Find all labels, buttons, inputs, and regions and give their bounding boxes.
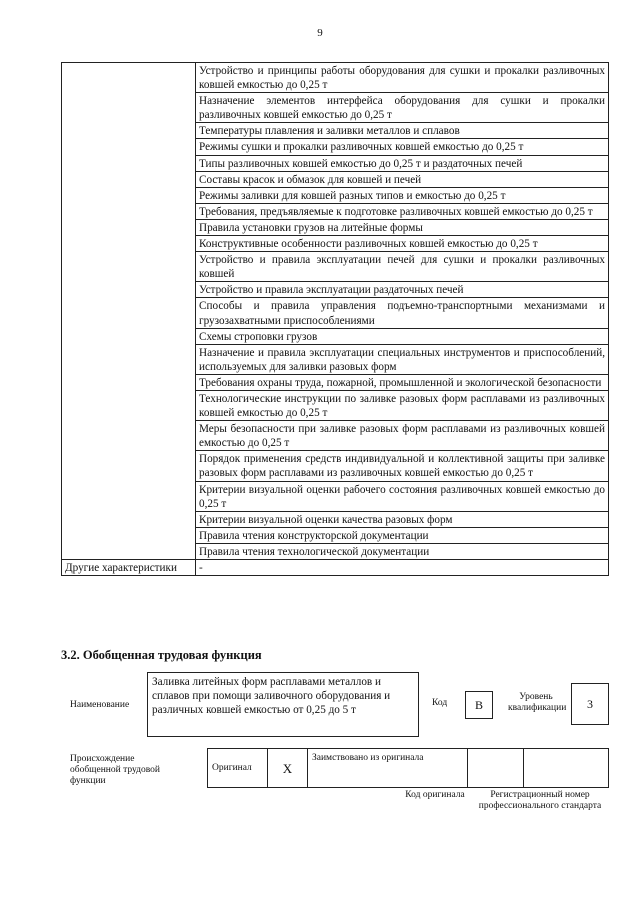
origin-code-caption: Код оригинала — [405, 790, 465, 800]
section-heading: 3.2. Обобщенная трудовая функция — [61, 648, 262, 662]
knowledge-item: Назначение и правила эксплуатации специальных инструментов и приспособлений, используемых для заливки разовых форм — [196, 344, 609, 374]
table-row — [208, 749, 609, 788]
level-label: Уровень квалификации — [508, 692, 567, 713]
knowledge-item: Критерии визуальной оценки качества разовых форм — [196, 511, 609, 527]
code-value: B — [465, 691, 493, 719]
other-characteristics-label: Другие характеристики — [62, 560, 196, 576]
knowledge-item: Правила чтения технологической документации — [196, 543, 609, 559]
knowledge-item: Порядок применения средств индивидуальной и коллективной защиты при заливке разовых форм расплавами из разливочных ковшей емкостью до 0,25 т — [196, 451, 609, 481]
table-row — [62, 63, 609, 93]
knowledge-item: Составы красок и обмазок для ковшей и печей — [196, 171, 609, 187]
knowledge-item: Критерии визуальной оценки рабочего состояния разливочных ковшей емкостью до 0,25 т — [196, 481, 609, 511]
origin-code-cell — [468, 749, 524, 788]
knowledge-item: Устройство и принципы работы оборудования для сушки и прокалки разливочных ковшей емкостью до 0,25 т — [196, 63, 609, 93]
code-label: Код — [432, 698, 448, 708]
function-name-box: Заливка литейных форм расплавами металлов и сплавов при помощи заливочного оборудования и различных ковшей емкостью от 0,25 до 5 т — [147, 672, 419, 737]
knowledge-table — [61, 62, 609, 576]
knowledge-item: Требования охраны труда, пожарной, промышленной и экологической безопасности — [196, 374, 609, 390]
knowledge-item: Типы разливочных ковшей емкостью до 0,25 т и раздаточных печей — [196, 155, 609, 171]
name-label: Наименование — [70, 700, 130, 710]
knowledge-item: Назначение элементов интерфейса оборудования для сушки и прокалки разливочных ковшей емкостью до 0,25 т — [196, 93, 609, 123]
original-label: Оригинал — [208, 749, 268, 788]
knowledge-item: Правила чтения конструкторской документации — [196, 527, 609, 543]
reg-number-cell — [524, 749, 609, 788]
origin-table — [207, 748, 609, 788]
knowledge-item: Устройство и правила эксплуатации печей для сушки и прокалки разливочных ковшей — [196, 252, 609, 282]
knowledge-item: Схемы строповки грузов — [196, 328, 609, 344]
reg-number-caption: Регистрационный номер профессионального стандарта — [478, 790, 602, 811]
knowledge-item: Температуры плавления и заливки металлов и сплавов — [196, 123, 609, 139]
origin-label: Происхождение обобщенной трудовой функции — [70, 754, 160, 786]
other-characteristics-value: - — [196, 560, 609, 576]
knowledge-item: Технологические инструкции по заливке разовых форм расплавами из разливочных ковшей емкостью до 0,25 т — [196, 390, 609, 420]
knowledge-item: Требования, предъявляемые к подготовке разливочных ковшей емкостью до 0,25 т — [196, 203, 609, 219]
borrowed-label: Заимствовано из оригинала — [308, 749, 468, 788]
knowledge-item: Меры безопасности при заливке разовых форм расплавами из разливочных ковшей емкостью до 0,25 т — [196, 421, 609, 451]
knowledge-item: Режимы сушки и прокалки разливочных ковшей емкостью до 0,25 т — [196, 139, 609, 155]
original-mark: X — [268, 749, 308, 788]
category-cell — [62, 63, 196, 560]
page-number: 9 — [317, 27, 323, 39]
knowledge-item: Способы и правила управления подъемно-транспортными механизмами и грузозахватными приспособлениями — [196, 298, 609, 328]
level-value: 3 — [571, 683, 609, 725]
knowledge-item: Устройство и правила эксплуатации раздаточных печей — [196, 282, 609, 298]
knowledge-item: Режимы заливки для ковшей разных типов и емкостью до 0,25 т — [196, 187, 609, 203]
table-row — [62, 560, 609, 576]
knowledge-item: Правила установки грузов на литейные формы — [196, 219, 609, 235]
knowledge-item: Конструктивные особенности разливочных ковшей емкостью до 0,25 т — [196, 236, 609, 252]
